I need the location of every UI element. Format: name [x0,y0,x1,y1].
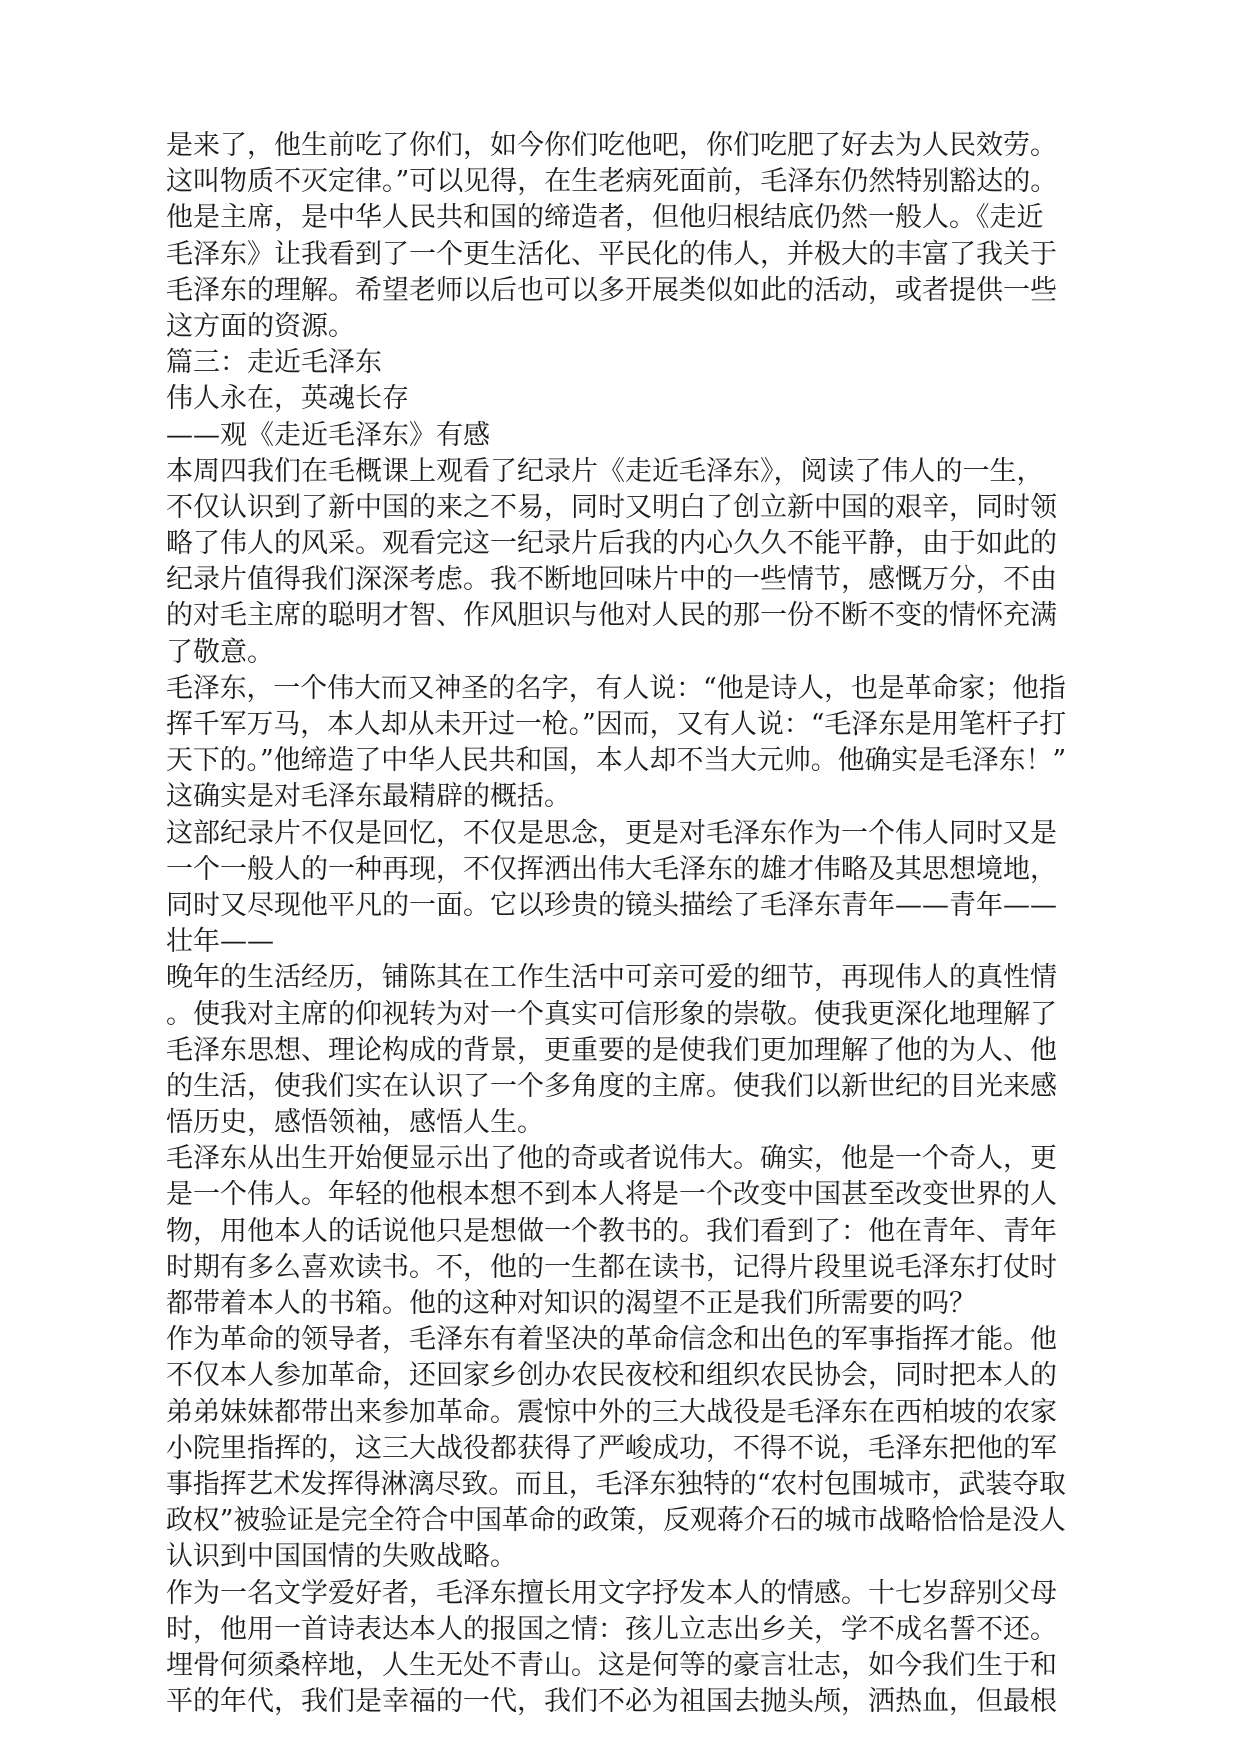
text-line: 小院里指挥的，这三大战役都获得了严峻成功，不得不说，毛泽东把他的军 [166,1432,1057,1464]
text-line: 毛泽东》让我看到了一个更生活化、平民化的伟人，并极大的丰富了我关于 [166,238,1057,270]
text-line: ——观《走近毛泽东》有感 [166,419,490,451]
text-line: 略了伟人的风采。观看完这一纪录片后我的内心久久不能平静，由于如此的 [166,528,1057,560]
text-line: 壮年—— [166,926,274,958]
text-line: 的生活，使我们实在认识了一个多角度的主席。使我们以新世纪的目光来感 [166,1070,1057,1102]
text-line: 这确实是对毛泽东最精辟的概括。 [166,781,571,813]
text-line: 纪录片值得我们深深考虑。我不断地回味片中的一些情节，感慨万分，不由 [166,564,1057,596]
text-line: 晚年的生活经历，铺陈其在工作生活中可亲可爱的细节，再现伟人的真性情 [166,962,1057,994]
text-line: 作为革命的领导者，毛泽东有着坚决的革命信念和出色的军事指挥才能。他 [166,1324,1057,1356]
text-line: 平的年代，我们是幸福的一代，我们不必为祖国去抛头颅，洒热血，但最根 [166,1686,1057,1718]
text-line: 他是主席，是中华人民共和国的缔造者，但他归根结底仍然一般人。《走近 [166,202,1044,234]
text-line: 毛泽东从出生开始便显示出了他的奇或者说伟大。确实，他是一个奇人，更 [166,1143,1057,1175]
text-line: 伟人永在，英魂长存 [166,383,409,415]
text-line: 是来了，他生前吃了你们，如今你们吃他吧，你们吃肥了好去为人民效劳。 [166,130,1057,161]
text-line: 都带着本人的书箱。他的这种对知识的渴望不正是我们所需要的吗？ [166,1288,976,1319]
text-line: 是一个伟人。年轻的他根本想不到本人将是一个改变中国甚至改变世界的人 [166,1179,1057,1211]
text-line: 时，他用一首诗表达本人的报国之情：孩儿立志出乡关，学不成名誓不还。 [166,1613,1057,1645]
text-line: 毛泽东的理解。希望老师以后也可以多开展类似如此的活动，或者提供一些 [166,274,1057,306]
text-line: 一个一般人的一种再现，不仅挥洒出伟大毛泽东的雄才伟略及其思想境地， [166,853,1057,885]
text-line: 挥千军万马，本人却从未开过一枪。”因而，又有人说：“毛泽东是用笔杆子打 [166,709,1067,740]
text-line: 作为一名文学爱好者，毛泽东擅长用文字抒发本人的情感。十七岁辞别父母 [166,1577,1057,1609]
text-line: 时期有多么喜欢读书。不，他的一生都在读书，记得片段里说毛泽东打仗时 [166,1251,1057,1283]
text-line: 了敬意。 [166,636,274,668]
text-line: 政权”被验证是完全符合中国革命的政策，反观蒋介石的城市战略恰恰是没人 [166,1505,1066,1537]
text-line: 。使我对主席的仰视转为对一个真实可信形象的崇敬。使我更深化地理解了 [166,998,1057,1030]
text-line: 这方面的资源。 [166,310,355,342]
text-line: 事指挥艺术发挥得淋漓尽致。而且，毛泽东独特的“农村包围城市，武装夺取 [166,1468,1066,1500]
text-line: 天下的。”他缔造了中华人民共和国，本人却不当大元帅。他确实是毛泽东！” [166,745,1067,777]
text-line: 不仅本人参加革命，还回家乡创办农民夜校和组织农民协会，同时把本人的 [166,1360,1057,1392]
text-line: 毛泽东思想、理论构成的背景，更重要的是使我们更加理解了他的为人、他 [166,1034,1057,1066]
document-body [166,128,1066,1720]
text-line: 篇三：走近毛泽东 [166,347,382,379]
text-line: 不仅认识到了新中国的来之不易，同时又明白了创立新中国的艰辛，同时领 [166,491,1057,523]
text-line: 这部纪录片不仅是回忆，不仅是思念，更是对毛泽东作为一个伟人同时又是 [166,817,1057,849]
text-line: 毛泽东，一个伟大而又神圣的名字，有人说：“他是诗人，也是革命家；他指 [166,672,1066,704]
text-line: 悟历史，感悟领袖，感悟人生。 [166,1107,544,1139]
text-line: 物，用他本人的话说他只是想做一个教书的。我们看到了：他在青年、青年 [166,1215,1057,1247]
text-line: 的对毛主席的聪明才智、作风胆识与他对人民的那一份不断不变的情怀充满 [166,600,1057,632]
text-line: 弟弟妹妹都带出来参加革命。震惊中外的三大战役是毛泽东在西柏坡的农家 [166,1396,1057,1428]
text-line: 埋骨何须桑梓地，人生无处不青山。这是何等的豪言壮志，如今我们生于和 [166,1649,1057,1681]
text-line: 同时又尽现他平凡的一面。它以珍贵的镜头描绘了毛泽东青年——青年—— [166,889,1057,921]
text-line: 认识到中国国情的失败战略。 [166,1541,517,1573]
text-line: 本周四我们在毛概课上观看了纪录片《走近毛泽东》，阅读了伟人的一生， [166,455,1044,487]
text-line: 这叫物质不灭定律。”可以见得，在生老病死面前，毛泽东仍然特别豁达的。 [166,166,1058,198]
